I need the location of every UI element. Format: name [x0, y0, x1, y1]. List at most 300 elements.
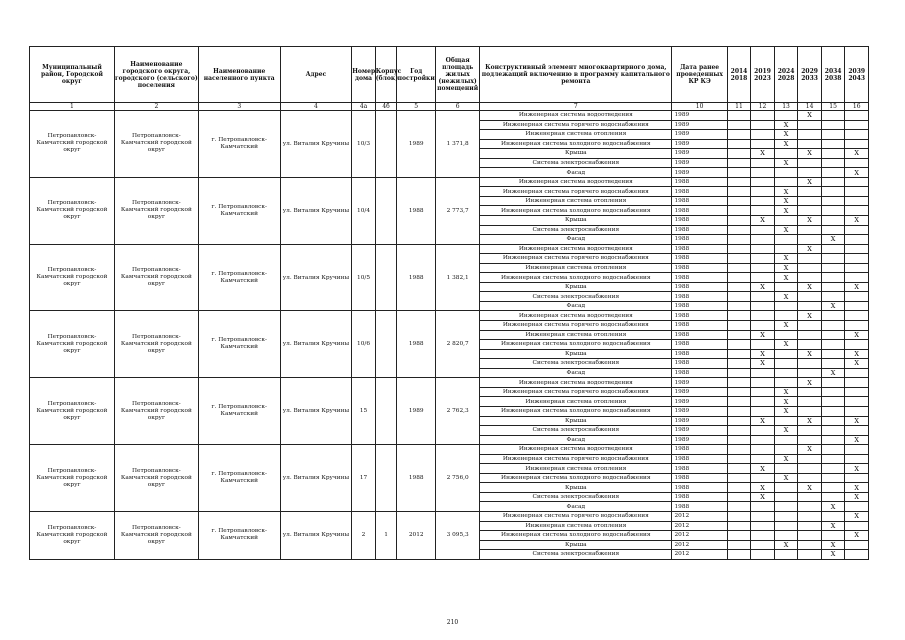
- repair-date-cell: 1989: [672, 168, 727, 178]
- period-mark-cell: [821, 177, 845, 187]
- period-mark-cell: [821, 435, 845, 445]
- period-mark-cell: [845, 473, 869, 483]
- header-cell: 2024 2028: [774, 47, 798, 103]
- capital-repair-table: [29, 46, 869, 560]
- period-mark-cell: [845, 254, 869, 264]
- period-mark-cell: [774, 492, 798, 502]
- period-mark-cell: X: [798, 416, 822, 426]
- period-mark-cell: [845, 225, 869, 235]
- header-cell: Год постройки: [397, 47, 436, 103]
- period-mark-cell: [821, 263, 845, 273]
- element-name-cell: Инженерная система горячего водоснабжения: [480, 511, 672, 521]
- building-block-cell: [375, 244, 396, 311]
- period-mark-cell: [798, 139, 822, 149]
- period-mark-cell: [727, 196, 751, 206]
- period-mark-cell: [845, 368, 869, 378]
- element-name-cell: Фасад: [480, 301, 672, 311]
- repair-date-cell: 1988: [672, 321, 727, 331]
- period-mark-cell: [727, 149, 751, 159]
- period-mark-cell: X: [845, 416, 869, 426]
- period-mark-cell: [774, 445, 798, 455]
- building-locality-cell: г. Петропавловск-Камчатский: [198, 445, 280, 512]
- period-mark-cell: [821, 511, 845, 521]
- repair-date-cell: 1988: [672, 340, 727, 350]
- repair-date-cell: 2012: [672, 540, 727, 550]
- element-name-cell: Крыша: [480, 483, 672, 493]
- header-cell: 2019 2023: [751, 47, 775, 103]
- period-mark-cell: [751, 196, 775, 206]
- period-mark-cell: [751, 177, 775, 187]
- period-mark-cell: X: [774, 254, 798, 264]
- repair-date-cell: 2012: [672, 511, 727, 521]
- period-mark-cell: X: [774, 387, 798, 397]
- column-number: 12: [751, 103, 775, 111]
- period-mark-cell: X: [751, 483, 775, 493]
- period-mark-cell: X: [798, 149, 822, 159]
- repair-date-cell: 1988: [672, 502, 727, 512]
- period-mark-cell: X: [845, 349, 869, 359]
- period-mark-cell: X: [798, 282, 822, 292]
- period-mark-cell: X: [774, 139, 798, 149]
- period-mark-cell: [727, 435, 751, 445]
- period-mark-cell: [798, 235, 822, 245]
- period-mark-cell: [751, 321, 775, 331]
- period-mark-cell: [727, 406, 751, 416]
- period-mark-cell: [727, 473, 751, 483]
- element-name-cell: Инженерная система водоотведения: [480, 445, 672, 455]
- building-settlement-cell: Петропавловск-Камчатский городской округ: [114, 111, 198, 178]
- period-mark-cell: [751, 550, 775, 560]
- period-mark-cell: [727, 464, 751, 474]
- repair-date-cell: 1989: [672, 139, 727, 149]
- period-mark-cell: [751, 120, 775, 130]
- period-mark-cell: [845, 187, 869, 197]
- period-mark-cell: [821, 120, 845, 130]
- column-number: 15: [821, 103, 845, 111]
- period-mark-cell: [821, 168, 845, 178]
- period-mark-cell: [845, 158, 869, 168]
- period-mark-cell: [798, 502, 822, 512]
- header-cell: 2014 2018: [727, 47, 751, 103]
- building-area-cell: 1 371,8: [436, 111, 480, 178]
- period-mark-cell: X: [845, 359, 869, 369]
- period-mark-cell: X: [774, 158, 798, 168]
- header-cell: Дата ранее проведенных КР КЭ: [672, 47, 727, 103]
- period-mark-cell: [751, 368, 775, 378]
- period-mark-cell: [821, 454, 845, 464]
- building-street-cell: ул. Виталия Кручины: [280, 311, 352, 378]
- building-district-cell: Петропавловск-Камчатский городской округ: [30, 445, 115, 512]
- period-mark-cell: X: [798, 483, 822, 493]
- element-name-cell: Система электроснабжения: [480, 492, 672, 502]
- period-mark-cell: [727, 158, 751, 168]
- period-mark-cell: [845, 292, 869, 302]
- period-mark-cell: X: [845, 330, 869, 340]
- period-mark-cell: [798, 263, 822, 273]
- period-mark-cell: [751, 445, 775, 455]
- period-mark-cell: [798, 531, 822, 541]
- repair-date-cell: 1989: [672, 130, 727, 140]
- header-cell: 2029 2033: [798, 47, 822, 103]
- element-name-cell: Крыша: [480, 149, 672, 159]
- period-mark-cell: X: [798, 111, 822, 121]
- element-name-cell: Крыша: [480, 216, 672, 226]
- building-area-cell: 2 762,3: [436, 378, 480, 445]
- column-number: 14: [798, 103, 822, 111]
- period-mark-cell: X: [751, 149, 775, 159]
- column-number: 1: [30, 103, 115, 111]
- period-mark-cell: [751, 225, 775, 235]
- repair-date-cell: 1988: [672, 473, 727, 483]
- period-mark-cell: [845, 263, 869, 273]
- period-mark-cell: [727, 273, 751, 283]
- period-mark-cell: [821, 244, 845, 254]
- period-mark-cell: [798, 540, 822, 550]
- repair-date-cell: 1989: [672, 120, 727, 130]
- period-mark-cell: [751, 426, 775, 436]
- period-mark-cell: [774, 168, 798, 178]
- period-mark-cell: X: [821, 550, 845, 560]
- period-mark-cell: [727, 321, 751, 331]
- period-mark-cell: X: [774, 406, 798, 416]
- period-mark-cell: [727, 550, 751, 560]
- period-mark-cell: X: [774, 130, 798, 140]
- table-row: [30, 177, 869, 187]
- period-mark-cell: [751, 378, 775, 388]
- building-settlement-cell: Петропавловск-Камчатский городской округ: [114, 445, 198, 512]
- period-mark-cell: [821, 206, 845, 216]
- building-house-cell: 10/3: [352, 111, 376, 178]
- column-number: 4: [280, 103, 352, 111]
- period-mark-cell: [798, 511, 822, 521]
- repair-date-cell: 1988: [672, 235, 727, 245]
- period-mark-cell: [798, 330, 822, 340]
- repair-date-cell: 1988: [672, 301, 727, 311]
- period-mark-cell: [798, 158, 822, 168]
- period-mark-cell: [821, 359, 845, 369]
- period-mark-cell: [845, 273, 869, 283]
- period-mark-cell: X: [774, 540, 798, 550]
- header-cell: Муниципальный район, Городской округ: [30, 47, 115, 103]
- period-mark-cell: X: [774, 273, 798, 283]
- period-mark-cell: [774, 502, 798, 512]
- period-mark-cell: [845, 321, 869, 331]
- element-name-cell: Инженерная система водоотведения: [480, 111, 672, 121]
- building-year-cell: 1988: [397, 177, 436, 244]
- repair-date-cell: 1989: [672, 426, 727, 436]
- period-mark-cell: [821, 330, 845, 340]
- period-mark-cell: [845, 387, 869, 397]
- period-mark-cell: [845, 244, 869, 254]
- period-mark-cell: [774, 511, 798, 521]
- period-mark-cell: [845, 235, 869, 245]
- building-settlement-cell: Петропавловск-Камчатский городской округ: [114, 177, 198, 244]
- element-name-cell: Система электроснабжения: [480, 426, 672, 436]
- repair-date-cell: 2012: [672, 531, 727, 541]
- period-mark-cell: [727, 168, 751, 178]
- period-mark-cell: [821, 387, 845, 397]
- period-mark-cell: [845, 550, 869, 560]
- building-year-cell: 1989: [397, 111, 436, 178]
- period-mark-cell: [845, 521, 869, 531]
- period-mark-cell: X: [845, 216, 869, 226]
- column-number: 11: [727, 103, 751, 111]
- period-mark-cell: [798, 521, 822, 531]
- element-name-cell: Фасад: [480, 368, 672, 378]
- column-number: 4б: [375, 103, 396, 111]
- period-mark-cell: X: [774, 263, 798, 273]
- period-mark-cell: [727, 235, 751, 245]
- repair-date-cell: 1989: [672, 158, 727, 168]
- period-mark-cell: [821, 139, 845, 149]
- period-mark-cell: [774, 378, 798, 388]
- repair-date-cell: 1988: [672, 206, 727, 216]
- period-mark-cell: [751, 502, 775, 512]
- column-number: 5: [397, 103, 436, 111]
- building-street-cell: ул. Виталия Кручины: [280, 177, 352, 244]
- period-mark-cell: [727, 301, 751, 311]
- element-name-cell: Инженерная система горячего водоснабжения: [480, 387, 672, 397]
- repair-date-cell: 1989: [672, 406, 727, 416]
- period-mark-cell: [727, 502, 751, 512]
- building-district-cell: Петропавловск-Камчатский городской округ: [30, 378, 115, 445]
- period-mark-cell: [798, 397, 822, 407]
- period-mark-cell: [751, 473, 775, 483]
- period-mark-cell: [798, 168, 822, 178]
- period-mark-cell: [798, 359, 822, 369]
- element-name-cell: Крыша: [480, 349, 672, 359]
- element-name-cell: Инженерная система водоотведения: [480, 177, 672, 187]
- period-mark-cell: [727, 311, 751, 321]
- repair-date-cell: 1988: [672, 263, 727, 273]
- repair-date-cell: 1988: [672, 216, 727, 226]
- period-mark-cell: [727, 359, 751, 369]
- element-name-cell: Система электроснабжения: [480, 292, 672, 302]
- building-block-cell: [375, 111, 396, 178]
- period-mark-cell: [845, 340, 869, 350]
- repair-date-cell: 1988: [672, 349, 727, 359]
- element-name-cell: Инженерная система отопления: [480, 397, 672, 407]
- period-mark-cell: [821, 216, 845, 226]
- period-mark-cell: [821, 340, 845, 350]
- building-street-cell: ул. Виталия Кручины: [280, 244, 352, 311]
- element-name-cell: Фасад: [480, 235, 672, 245]
- period-mark-cell: [821, 349, 845, 359]
- period-mark-cell: [774, 216, 798, 226]
- building-district-cell: Петропавловск-Камчатский городской округ: [30, 511, 115, 559]
- building-block-cell: 1: [375, 511, 396, 559]
- period-mark-cell: [798, 368, 822, 378]
- repair-date-cell: 2012: [672, 550, 727, 560]
- building-locality-cell: г. Петропавловск-Камчатский: [198, 111, 280, 178]
- period-mark-cell: X: [774, 187, 798, 197]
- building-district-cell: Петропавловск-Камчатский городской округ: [30, 177, 115, 244]
- period-mark-cell: [774, 416, 798, 426]
- repair-date-cell: 1988: [672, 187, 727, 197]
- period-mark-cell: X: [774, 196, 798, 206]
- period-mark-cell: [821, 464, 845, 474]
- period-mark-cell: X: [774, 473, 798, 483]
- column-number: 10: [672, 103, 727, 111]
- period-mark-cell: X: [821, 502, 845, 512]
- period-mark-cell: [751, 397, 775, 407]
- period-mark-cell: [751, 254, 775, 264]
- period-mark-cell: [751, 187, 775, 197]
- period-mark-cell: [821, 130, 845, 140]
- repair-date-cell: 1989: [672, 378, 727, 388]
- period-mark-cell: [727, 263, 751, 273]
- building-block-cell: [375, 311, 396, 378]
- header-cell: Наименование населенного пункта: [198, 47, 280, 103]
- repair-date-cell: 1988: [672, 454, 727, 464]
- period-mark-cell: [798, 292, 822, 302]
- element-name-cell: Фасад: [480, 502, 672, 512]
- repair-date-cell: 1988: [672, 330, 727, 340]
- period-mark-cell: [798, 321, 822, 331]
- repair-date-cell: 1989: [672, 416, 727, 426]
- period-mark-cell: X: [774, 397, 798, 407]
- period-mark-cell: [727, 216, 751, 226]
- building-year-cell: 1988: [397, 445, 436, 512]
- table-row: [30, 511, 869, 521]
- period-mark-cell: X: [774, 454, 798, 464]
- period-mark-cell: [751, 292, 775, 302]
- element-name-cell: Крыша: [480, 540, 672, 550]
- period-mark-cell: [751, 139, 775, 149]
- building-area-cell: 2 756,0: [436, 445, 480, 512]
- building-settlement-cell: Петропавловск-Камчатский городской округ: [114, 244, 198, 311]
- building-district-cell: Петропавловск-Камчатский городской округ: [30, 311, 115, 378]
- element-name-cell: Инженерная система горячего водоснабжения: [480, 454, 672, 464]
- period-mark-cell: [774, 111, 798, 121]
- period-mark-cell: X: [751, 349, 775, 359]
- period-mark-cell: X: [751, 282, 775, 292]
- period-mark-cell: X: [798, 177, 822, 187]
- header-cell: Номер дома: [352, 47, 376, 103]
- period-mark-cell: [821, 531, 845, 541]
- period-mark-cell: [845, 378, 869, 388]
- element-name-cell: Инженерная система отопления: [480, 521, 672, 531]
- period-mark-cell: [845, 426, 869, 436]
- period-mark-cell: X: [774, 225, 798, 235]
- period-mark-cell: [798, 273, 822, 283]
- repair-date-cell: 1988: [672, 225, 727, 235]
- element-name-cell: Инженерная система водоотведения: [480, 378, 672, 388]
- period-mark-cell: [845, 177, 869, 187]
- period-mark-cell: [751, 206, 775, 216]
- period-mark-cell: [751, 235, 775, 245]
- building-settlement-cell: Петропавловск-Камчатский городской округ: [114, 378, 198, 445]
- repair-date-cell: 1988: [672, 311, 727, 321]
- period-mark-cell: X: [774, 340, 798, 350]
- period-mark-cell: [727, 130, 751, 140]
- element-name-cell: Инженерная система холодного водоснабжения: [480, 340, 672, 350]
- column-number: 2: [114, 103, 198, 111]
- period-mark-cell: [798, 406, 822, 416]
- period-mark-cell: [727, 206, 751, 216]
- element-name-cell: Инженерная система холодного водоснабжения: [480, 139, 672, 149]
- period-mark-cell: X: [821, 235, 845, 245]
- period-mark-cell: [727, 416, 751, 426]
- element-name-cell: Система электроснабжения: [480, 359, 672, 369]
- element-name-cell: Инженерная система холодного водоснабжения: [480, 531, 672, 541]
- element-name-cell: Система электроснабжения: [480, 158, 672, 168]
- period-mark-cell: [774, 282, 798, 292]
- period-mark-cell: [727, 540, 751, 550]
- building-locality-cell: г. Петропавловск-Камчатский: [198, 177, 280, 244]
- building-house-cell: 10/4: [352, 177, 376, 244]
- period-mark-cell: X: [845, 464, 869, 474]
- building-year-cell: 1988: [397, 244, 436, 311]
- building-area-cell: 1 382,1: [436, 244, 480, 311]
- repair-date-cell: 1988: [672, 273, 727, 283]
- table-row: [30, 111, 869, 121]
- period-mark-cell: [798, 473, 822, 483]
- repair-date-cell: 1989: [672, 397, 727, 407]
- building-locality-cell: г. Петропавловск-Камчатский: [198, 378, 280, 445]
- column-number: 6: [436, 103, 480, 111]
- period-mark-cell: [798, 464, 822, 474]
- element-name-cell: Инженерная система отопления: [480, 130, 672, 140]
- period-mark-cell: [845, 445, 869, 455]
- period-mark-cell: [751, 244, 775, 254]
- period-mark-cell: [798, 426, 822, 436]
- column-number: 3: [198, 103, 280, 111]
- period-mark-cell: [821, 187, 845, 197]
- table-body: [30, 111, 869, 560]
- period-mark-cell: [821, 158, 845, 168]
- repair-date-cell: 1988: [672, 445, 727, 455]
- period-mark-cell: [821, 397, 845, 407]
- period-mark-cell: X: [798, 349, 822, 359]
- period-mark-cell: [845, 130, 869, 140]
- period-mark-cell: [727, 187, 751, 197]
- element-name-cell: Инженерная система холодного водоснабжения: [480, 206, 672, 216]
- period-mark-cell: X: [774, 292, 798, 302]
- period-mark-cell: [774, 550, 798, 560]
- building-area-cell: 2 773,7: [436, 177, 480, 244]
- building-district-cell: Петропавловск-Камчатский городской округ: [30, 244, 115, 311]
- repair-date-cell: 1988: [672, 483, 727, 493]
- period-mark-cell: [798, 301, 822, 311]
- element-name-cell: Инженерная система отопления: [480, 464, 672, 474]
- period-mark-cell: [727, 177, 751, 187]
- period-mark-cell: [727, 349, 751, 359]
- repair-date-cell: 1988: [672, 282, 727, 292]
- repair-date-cell: 1989: [672, 149, 727, 159]
- header-cell: Адрес: [280, 47, 352, 103]
- period-mark-cell: [821, 111, 845, 121]
- period-mark-cell: [845, 397, 869, 407]
- period-mark-cell: X: [751, 330, 775, 340]
- period-mark-cell: X: [845, 511, 869, 521]
- building-year-cell: 2012: [397, 511, 436, 559]
- period-mark-cell: [798, 187, 822, 197]
- period-mark-cell: [727, 454, 751, 464]
- period-mark-cell: [751, 454, 775, 464]
- building-street-cell: ул. Виталия Кручины: [280, 511, 352, 559]
- period-mark-cell: X: [751, 416, 775, 426]
- period-mark-cell: [727, 368, 751, 378]
- period-mark-cell: [774, 330, 798, 340]
- period-mark-cell: [751, 301, 775, 311]
- repair-date-cell: 1988: [672, 177, 727, 187]
- period-mark-cell: [774, 368, 798, 378]
- period-mark-cell: [821, 406, 845, 416]
- period-mark-cell: [821, 196, 845, 206]
- period-mark-cell: [821, 483, 845, 493]
- period-mark-cell: [727, 244, 751, 254]
